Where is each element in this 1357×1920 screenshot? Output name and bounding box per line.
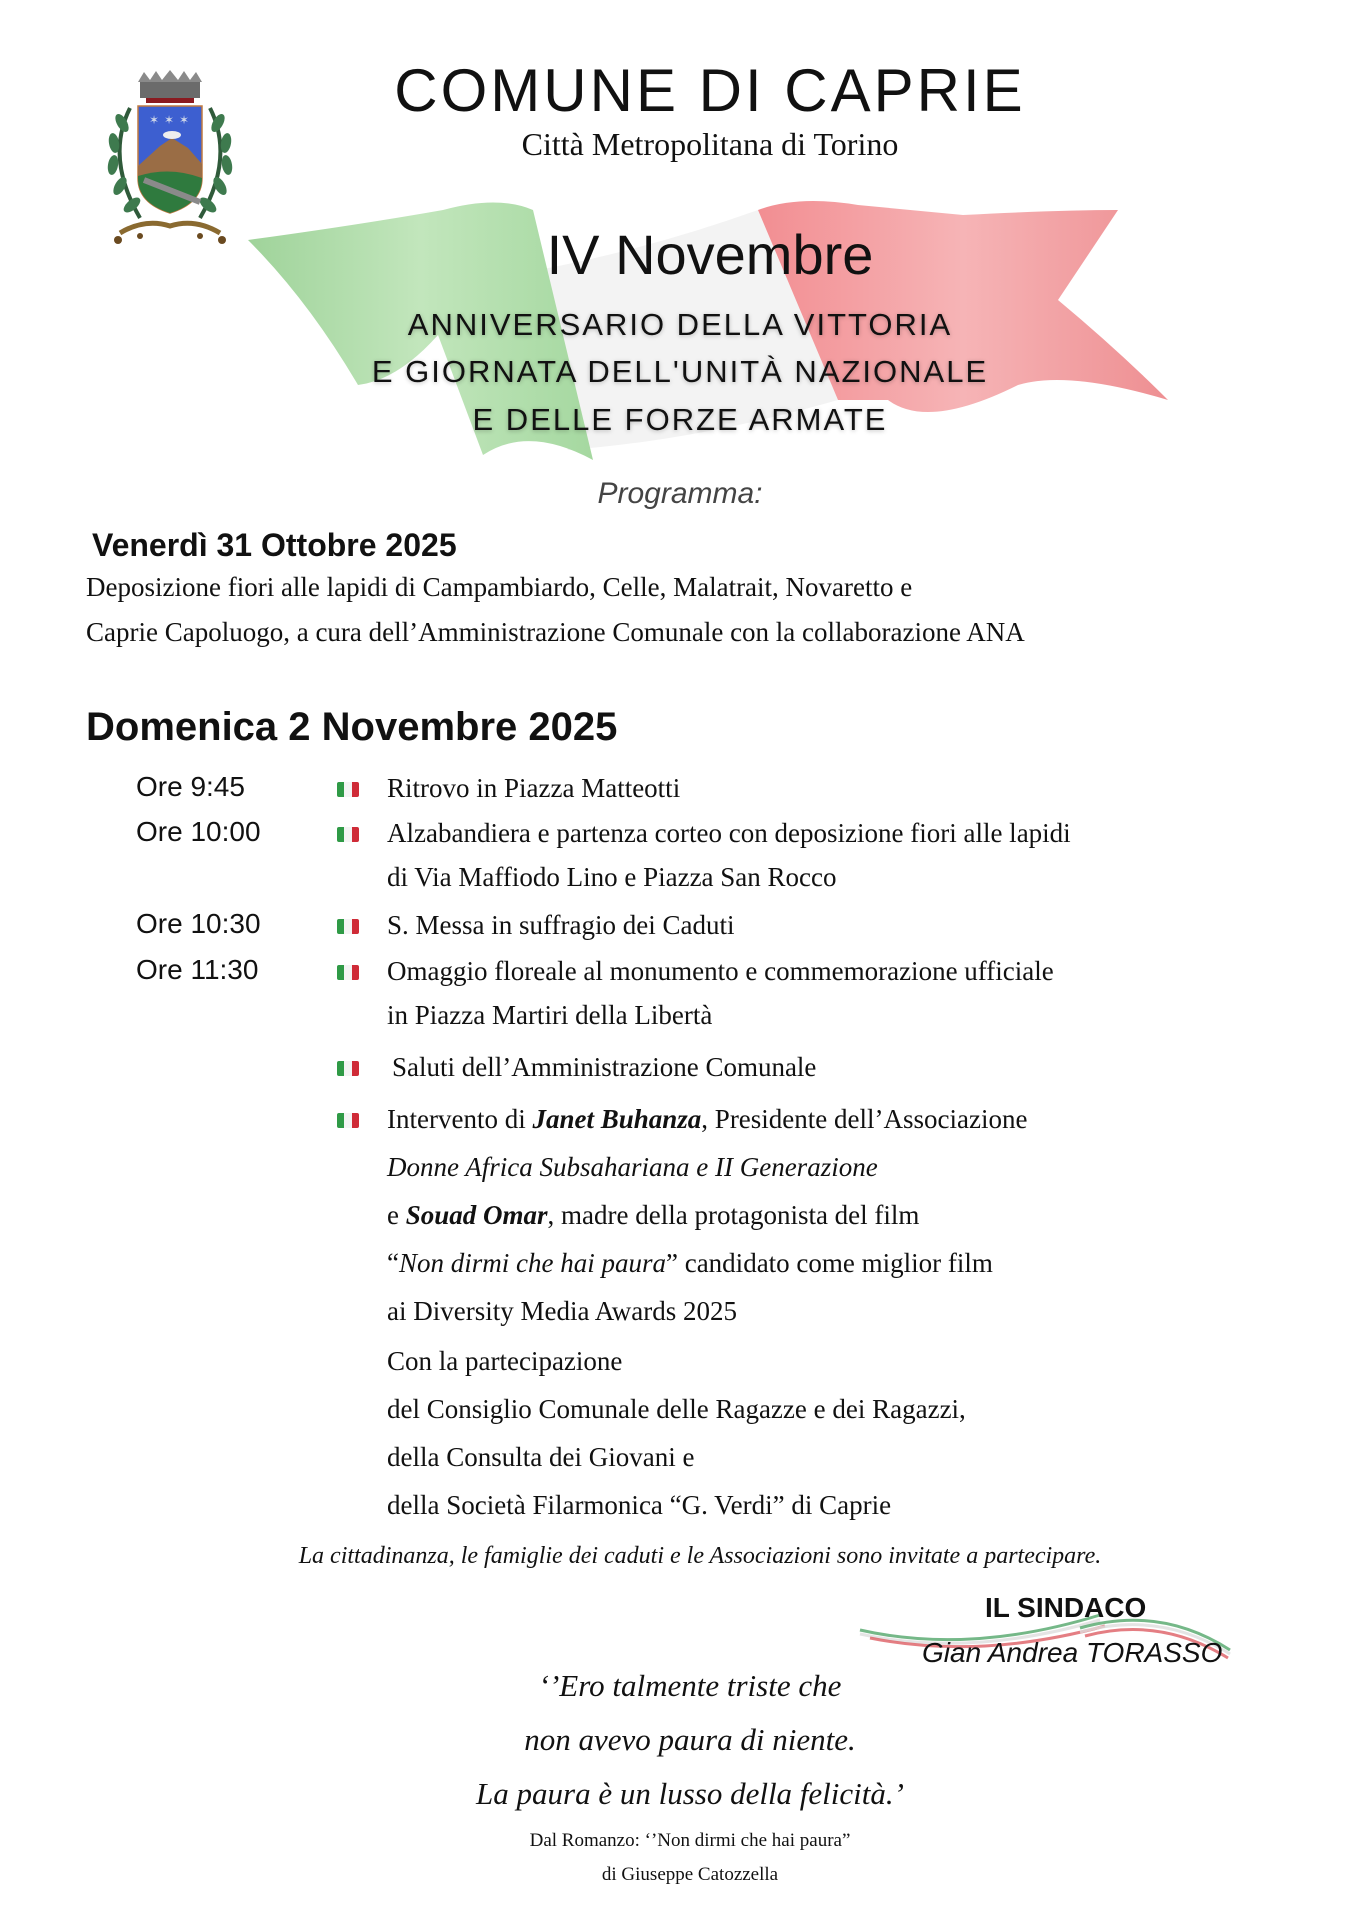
schedule-time: Ore 10:30 [136,908,261,939]
text-fragment: , Presidente dell’Associazione [701,1104,1028,1134]
quote-line: ‘’Ero talmente triste che [538,1668,842,1703]
italian-flag-icon [337,827,359,842]
schedule-text: in Piazza Martiri della Libertà [387,1000,713,1030]
quote-line: non avevo paura di niente. [524,1722,856,1757]
coat-of-arms-icon [100,68,240,254]
partecipazione-line: Con la partecipazione [387,1346,623,1376]
municipality-title: COMUNE DI CAPRIE [394,57,1026,124]
intervento-line [387,1192,919,1238]
text-fragment: , madre della protagonista del film [547,1200,920,1230]
italian-flag-icon [337,1061,359,1076]
italian-flag-icon [337,919,359,934]
sunday-date-heading: Domenica 2 Novembre 2025 [86,705,618,749]
partecipazione-line: del Consiglio Comunale delle Ragazze e dei Ragazzi, [387,1394,966,1424]
event-title: IV Novembre [546,223,874,286]
svg-text:✶: ✶ [179,113,190,127]
invitation-text: La cittadinanza, le famiglie dei caduti e le Associazioni sono invitate a partecipare. [298,1543,1102,1569]
quote-author: di Giuseppe Catozzella [601,1864,779,1885]
italian-flag-icon [337,782,359,797]
partecipazione-line: della Società Filarmonica “G. Verdi” di Caprie [387,1490,892,1520]
friday-date-heading: Venerdì 31 Ottobre 2025 [92,527,457,563]
event-subtitle-line: E DELLE FORZE ARMATE [472,402,888,437]
speaker-name: Janet Buhanza [532,1104,702,1134]
awards-line: ai Diversity Media Awards 2025 [387,1296,737,1326]
municipality-subtitle: Città Metropolitana di Torino [521,126,899,162]
film-line [387,1240,993,1286]
schedule-text: S. Messa in suffragio dei Caduti [387,910,735,940]
svg-text:✶: ✶ [164,113,175,127]
association-name [387,1144,878,1190]
association-text: Donne Africa Subsahariana e II Generazione [387,1152,878,1182]
schedule-time: Ore 11:30 [136,954,259,985]
programma-label: Programma: [597,477,763,510]
schedule-text: Saluti dell’Amministrazione Comunale [392,1052,817,1082]
quote-line: La paura è un lusso della felicità.’ [476,1776,904,1811]
schedule-time: Ore 10:00 [136,816,261,847]
schedule-text: Alzabandiera e partenza corteo con deposizione fiori alle lapidi [387,818,1071,848]
intervento-line [387,1096,1027,1142]
event-subtitle-line: ANNIVERSARIO DELLA VITTORIA [407,307,953,342]
friday-description: Caprie Capoluogo, a cura dell’Amministrazione Comunale con la collaborazione ANA [86,617,1025,647]
schedule-text: di Via Maffiodo Lino e Piazza San Rocco [387,862,837,892]
film-title: Non dirmi che hai paura [398,1248,666,1278]
quote-source: Dal Romanzo: ‘’Non dirmi che hai paura” [529,1830,851,1851]
text-fragment: “ [387,1248,399,1278]
italian-flag-icon [337,1113,359,1128]
speaker-name: Souad Omar [405,1200,548,1230]
svg-text:✶: ✶ [149,113,160,127]
schedule-text: Ritrovo in Piazza Matteotti [387,773,681,803]
mayor-title: IL SINDACO [985,1592,1147,1623]
event-subtitle-line: E GIORNATA DELL'UNITÀ NAZIONALE [371,354,989,389]
partecipazione-line: della Consulta dei Giovani e [387,1442,695,1472]
mayor-name: Gian Andrea TORASSO [922,1637,1223,1668]
friday-description: Deposizione fiori alle lapidi di Campambiardo, Celle, Malatrait, Novaretto e [86,572,913,602]
text-fragment: Intervento di [387,1104,533,1134]
schedule-time: Ore 9:45 [136,771,245,802]
italian-flag-icon [337,965,359,980]
text-fragment: e [387,1200,406,1230]
text-fragment: ” candidato come miglior film [665,1248,993,1278]
schedule-text: Omaggio floreale al monumento e commemorazione ufficiale [387,956,1054,986]
